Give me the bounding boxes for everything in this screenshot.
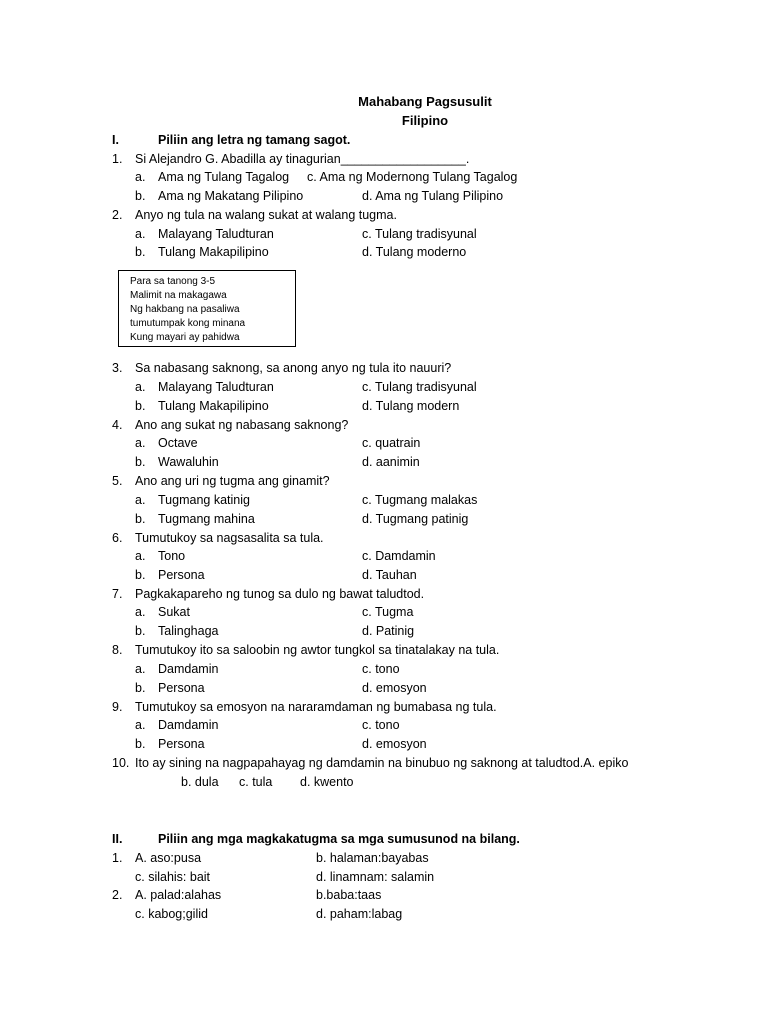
question-number: 4. [112, 418, 123, 432]
choice-c: c. silahis: bait [135, 870, 211, 884]
poem-line: Kung mayari ay pahidwa [130, 332, 240, 343]
choice-c: c. Tulang tradisyunal [362, 380, 477, 394]
choice-b: b. halaman:bayabas [316, 851, 429, 865]
choice-letter: b. [135, 737, 146, 751]
part1-numeral: I. [112, 133, 119, 147]
choice-b: Talinghaga [158, 624, 219, 638]
choice-letter: a. [135, 718, 146, 732]
question-number: 1. [112, 152, 123, 166]
choice-b: Tulang Makapilipino [158, 399, 269, 413]
choice-a: Octave [158, 436, 198, 450]
question-number: 2. [112, 208, 123, 222]
question-number: 7. [112, 587, 123, 601]
choice-b: b. dula [181, 775, 219, 789]
choice-letter: b. [135, 189, 146, 203]
choice-letter: a. [135, 227, 146, 241]
choice-letter: a. [135, 549, 146, 563]
question-number: 3. [112, 361, 123, 375]
question-text: Sa nabasang saknong, sa anong anyo ng tula ito nauuri? [135, 361, 452, 375]
choice-letter: a. [135, 493, 146, 507]
choice-d: d. paham:labag [316, 907, 403, 921]
choice-b: Ama ng Makatang Pilipino [158, 189, 304, 203]
poem-line: Malimit na makagawa [130, 290, 227, 301]
choice-b: b.baba:taas [316, 888, 382, 902]
question-number: 5. [112, 474, 123, 488]
choice-letter: b. [135, 568, 146, 582]
page-title: Mahabang Pagsusulit [358, 94, 492, 109]
choice-d: d. linamnam: salamin [316, 870, 435, 884]
question-number: 8. [112, 643, 123, 657]
question-text: Ito ay sining na nagpapahayag ng damdamin na binubuo ng saknong at taludtod.A. epiko [135, 756, 629, 770]
question-text: Anyo ng tula na walang sukat at walang tugma. [135, 208, 397, 222]
choice-c: c. Damdamin [362, 549, 436, 563]
question-text: Si Alejandro G. Abadilla ay tinagurian__________________. [135, 152, 470, 166]
question-number: 1. [112, 851, 123, 865]
choice-c: c. Tulang tradisyunal [362, 227, 477, 241]
choice-d: d. Tauhan [362, 568, 417, 582]
choice-d: d. aanimin [362, 455, 420, 469]
choice-letter: b. [135, 624, 146, 638]
choice-letter: a. [135, 662, 146, 676]
poem-line: Ng hakbang na pasaliwa [130, 304, 240, 315]
choice-c: c. kabog;gilid [135, 907, 208, 921]
choice-c: c. quatrain [362, 436, 421, 450]
choice-b: Tugmang mahina [158, 512, 255, 526]
choice-a: A. aso:pusa [135, 851, 202, 865]
choice-d: d. Tulang modern [362, 399, 460, 413]
part2-instruction: Piliin ang mga magkakatugma sa mga sumusunod na bilang. [158, 832, 520, 846]
choice-b: Persona [158, 568, 205, 582]
choice-a: Sukat [158, 605, 190, 619]
poem-line: tumutumpak kong minana [130, 318, 246, 329]
question-text: Ano ang sukat ng nabasang saknong? [135, 418, 349, 432]
choice-a: Malayang Taludturan [158, 227, 274, 241]
page-subtitle: Filipino [401, 113, 449, 128]
choice-a: Tono [158, 549, 186, 563]
choice-a: Malayang Taludturan [158, 380, 274, 394]
question-number: 10. [112, 756, 130, 770]
choice-c: c. tula [239, 775, 273, 789]
choice-d: d. emosyon [362, 737, 427, 751]
poem-box [118, 270, 296, 347]
choice-a: Damdamin [158, 662, 219, 676]
choice-d: d. Tugmang patinig [362, 512, 469, 526]
choice-letter: b. [135, 681, 146, 695]
choice-letter: a. [135, 170, 146, 184]
choice-b: Tulang Makapilipino [158, 245, 269, 259]
part2-numeral: II. [112, 832, 123, 846]
choice-d: d. Ama ng Tulang Pilipino [362, 189, 504, 203]
choice-b: Persona [158, 681, 205, 695]
question-text: Pagkakapareho ng tunog sa dulo ng bawat taludtod. [135, 587, 425, 601]
choice-letter: a. [135, 436, 146, 450]
choice-d: d. Tulang moderno [362, 245, 467, 259]
question-text: Tumutukoy sa emosyon na nararamdaman ng bumabasa ng tula. [135, 700, 497, 714]
choice-a: A. palad:alahas [135, 888, 222, 902]
choice-c: c. tono [362, 718, 400, 732]
choice-d: d. kwento [300, 775, 354, 789]
choice-letter: a. [135, 605, 146, 619]
choice-b: Persona [158, 737, 205, 751]
question-number: 9. [112, 700, 123, 714]
choice-c: c. Tugmang malakas [362, 493, 478, 507]
question-text: Tumutukoy ito sa saloobin ng awtor tungkol sa tinatalakay na tula. [135, 643, 500, 657]
poem-label: Para sa tanong 3-5 [130, 276, 216, 287]
choice-b: Wawaluhin [158, 455, 219, 469]
choice-letter: b. [135, 245, 146, 259]
choice-letter: b. [135, 399, 146, 413]
question-number: 6. [112, 531, 123, 545]
choice-c: c. Tugma [362, 605, 414, 619]
choice-a: Damdamin [158, 718, 219, 732]
choice-d: d. Patinig [362, 624, 415, 638]
question-number: 2. [112, 888, 123, 902]
question-text: Ano ang uri ng tugma ang ginamit? [135, 474, 330, 488]
choice-a: Tugmang katinig [158, 493, 250, 507]
choice-a: Ama ng Tulang Tagalog [158, 170, 290, 184]
part1-instruction: Piliin ang letra ng tamang sagot. [158, 133, 351, 147]
choice-c: c. Ama ng Modernong Tulang Tagalog [307, 170, 518, 184]
choice-letter: b. [135, 455, 146, 469]
choice-letter: b. [135, 512, 146, 526]
question-text: Tumutukoy sa nagsasalita sa tula. [135, 531, 324, 545]
choice-d: d. emosyon [362, 681, 427, 695]
choice-letter: a. [135, 380, 146, 394]
choice-c: c. tono [362, 662, 400, 676]
